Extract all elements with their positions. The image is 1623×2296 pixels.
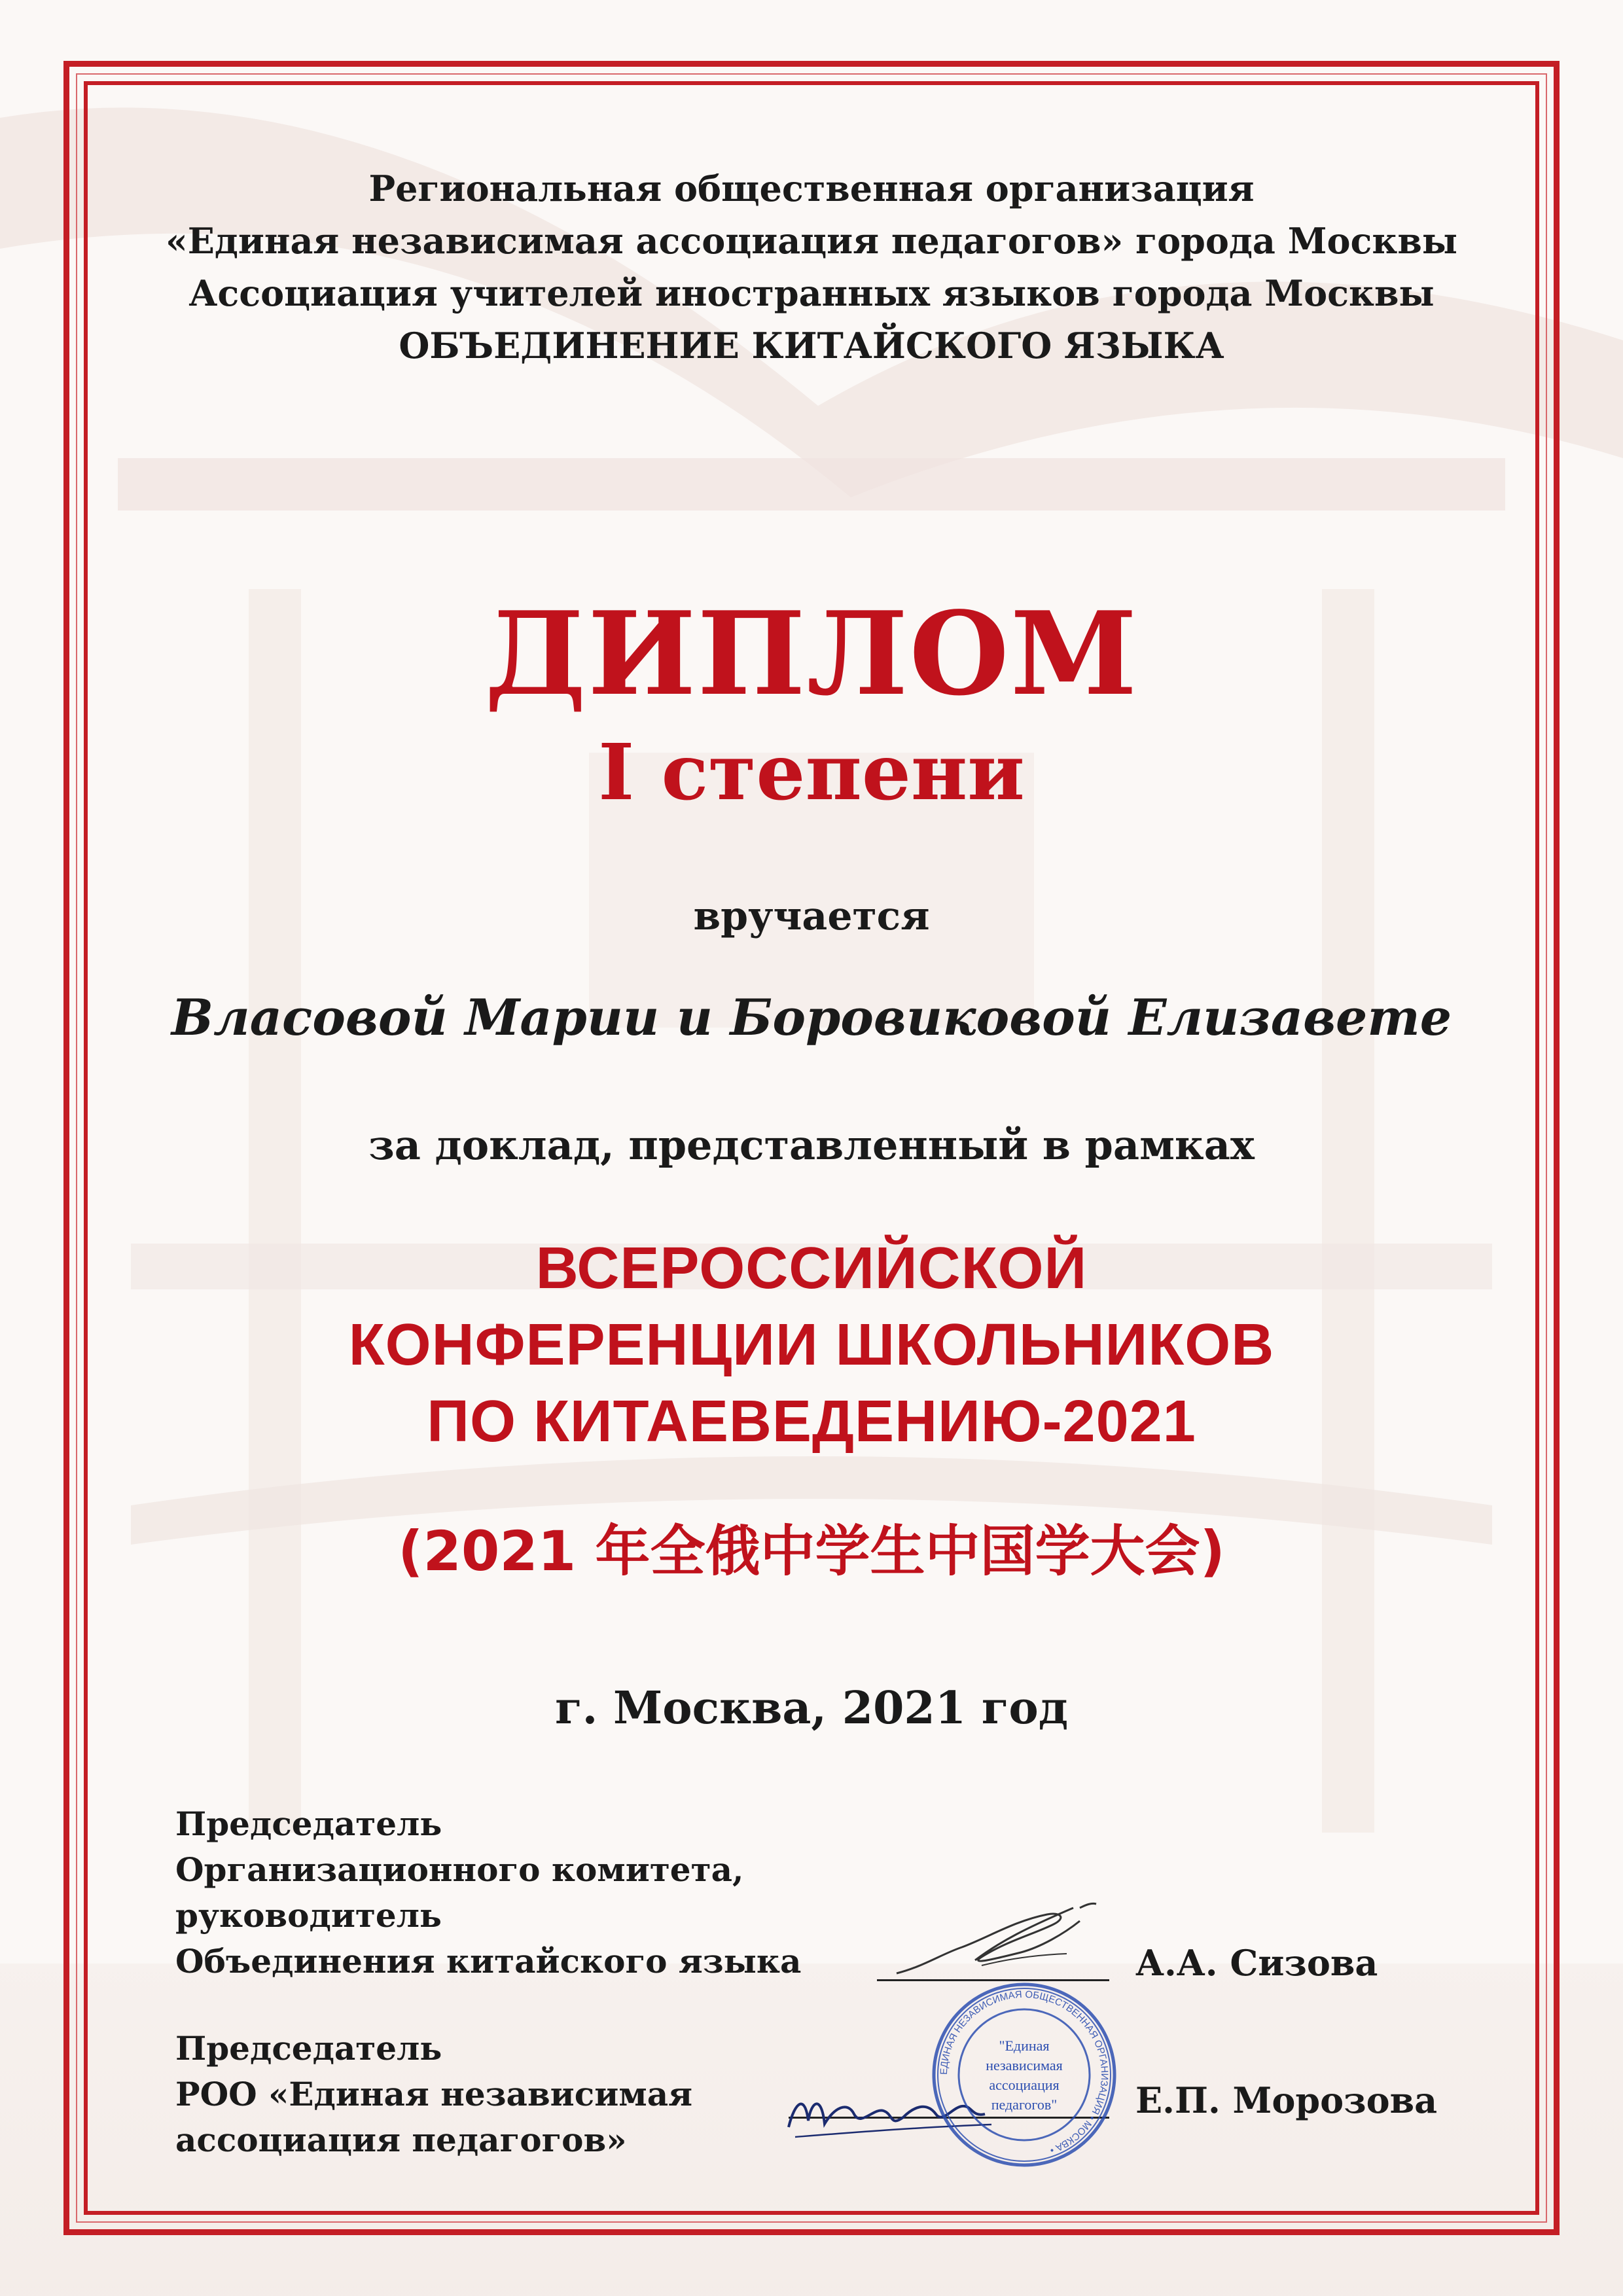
diploma-title: ДИПЛОМ bbox=[484, 587, 1139, 721]
for-text: за доклад, представленный в рамках bbox=[368, 1121, 1255, 1169]
signatory-1-line-3: руководитель bbox=[175, 1896, 442, 1935]
conference-line-3: ПО КИТАЕВЕДЕНИЮ-2021 bbox=[427, 1389, 1196, 1454]
organization-line-4: ОБЪЕДИНЕНИЕ КИТАЙСКОГО ЯЗЫКА bbox=[399, 325, 1224, 367]
awarded-text: вручается bbox=[693, 893, 930, 939]
place-date: г. Москва, 2021 год bbox=[554, 1682, 1069, 1734]
signatory-2-line-2: РОО «Единая независимая bbox=[175, 2075, 693, 2113]
conference-chinese-name: (2021 年全俄中学生中国学大会) bbox=[398, 1519, 1225, 1583]
organization-line-1: Региональная общественная организация bbox=[368, 168, 1255, 209]
signatory-2-title bbox=[175, 2026, 692, 2163]
signatory-1-line-1: Председатель bbox=[175, 1804, 442, 1843]
stamp-center-line-4: педагогов" bbox=[991, 2096, 1058, 2113]
signature-1-handwriting bbox=[883, 1895, 1099, 1986]
signatory-1-name: А.А. Сизова bbox=[1135, 1942, 1378, 1984]
signatory-2-line-1: Председатель bbox=[175, 2029, 442, 2068]
stamp-ring-text: ЕДИНАЯ НЕЗАВИСИМАЯ ОБЩЕСТВЕННАЯ ОРГАНИЗАЦИЯ • МОСКВА • bbox=[938, 1988, 1111, 2156]
signatory-1-title bbox=[175, 1801, 801, 1984]
stamp-center-line-3: ассоциация bbox=[989, 2077, 1060, 2093]
diploma-degree: I степени bbox=[598, 726, 1025, 817]
organization-line-2: «Единая независимая ассоциация педагогов» города Москвы bbox=[165, 220, 1458, 262]
recipient-names: Власовой Марии и Боровиковой Елизавете bbox=[171, 988, 1452, 1047]
stamp-center-line-1: "Единая bbox=[999, 2037, 1050, 2054]
organization-stamp bbox=[929, 1980, 1119, 2170]
signatory-1-line-4: Объединения китайского языка bbox=[175, 1942, 802, 1981]
conference-line-1: ВСЕРОССИЙСКОЙ bbox=[535, 1236, 1088, 1301]
organization-header bbox=[0, 162, 1623, 372]
signatory-1-line-2: Организационного комитета, bbox=[175, 1850, 744, 1889]
signatory-2-name: Е.П. Морозова bbox=[1135, 2079, 1438, 2121]
conference-line-2: КОНФЕРЕНЦИИ ШКОЛЬНИКОВ bbox=[348, 1312, 1275, 1378]
organization-line-3: Ассоциация учителей иностранных языков города Москвы bbox=[188, 272, 1435, 314]
signatory-2-line-3: ассоциация педагогов» bbox=[175, 2121, 627, 2159]
conference-name bbox=[0, 1230, 1623, 1460]
stamp-center-line-2: независимая bbox=[986, 2057, 1063, 2073]
